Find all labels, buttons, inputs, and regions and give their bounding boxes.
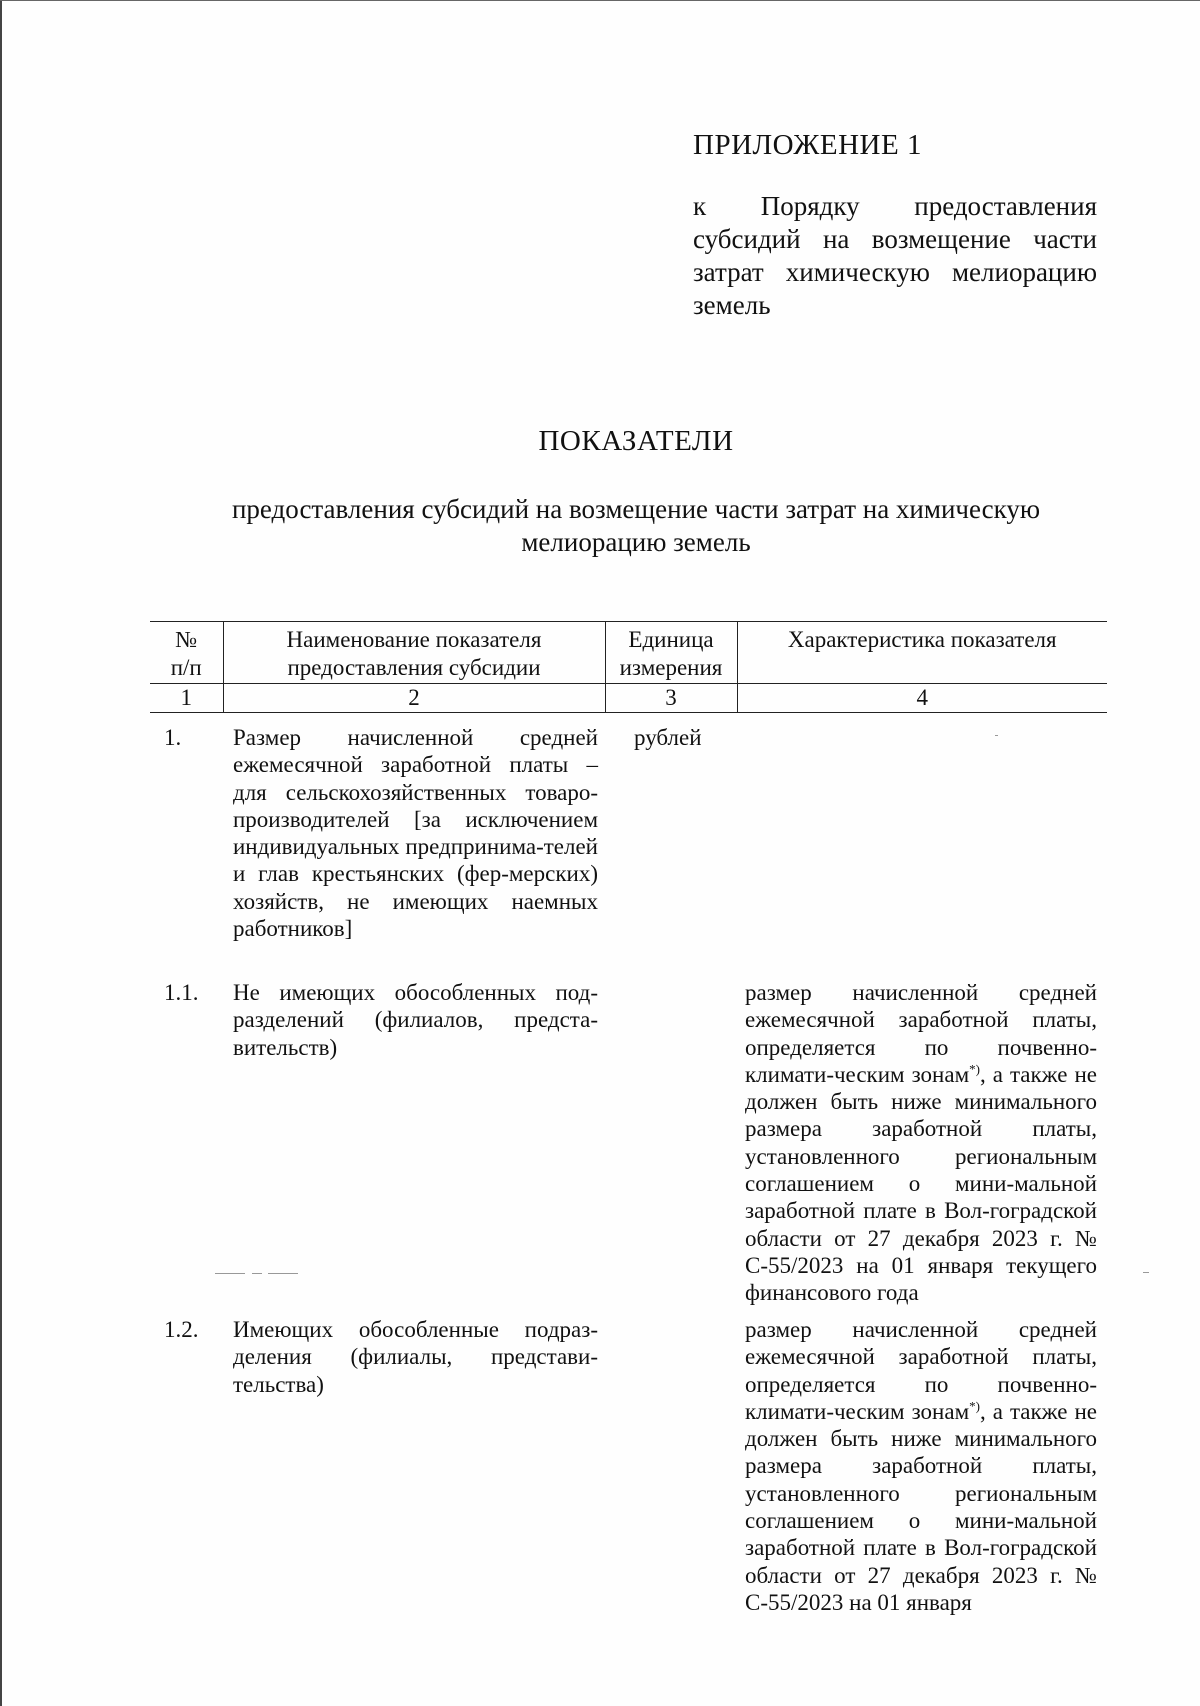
row-indicator-name: Размер начисленной средней ежемесячной заработной платы – для сельскохозяйственных товаро-производителей [за исключением индивидуальных предпринима-телей и глав крестьянских (фер-мерских) хозяйств, не имеющих наемных работников] <box>233 725 598 942</box>
row-indicator-name: Имеющих обособленные подраз-деления (филиалы, представи-тельства) <box>233 1317 598 1397</box>
scan-artifact <box>995 735 998 736</box>
header-num: № п/п <box>170 627 202 680</box>
row-number: 1. <box>164 725 182 750</box>
appendix-block <box>693 128 1097 322</box>
appendix-title: ПРИЛОЖЕНИЕ 1 <box>693 129 922 161</box>
scan-edge <box>0 0 2 1706</box>
row-unit: рублей <box>634 725 702 750</box>
row-number: 1.2. <box>164 1317 199 1342</box>
row-indicator-name: Не имеющих обособленных под-разделений (филиалов, предста-вительств) <box>233 980 598 1060</box>
column-number: 1 <box>150 684 223 713</box>
scan-edge <box>0 0 1200 1</box>
scan-artifact <box>268 1273 298 1274</box>
table-column-numbers-row <box>150 684 1107 713</box>
document-subtitle-line: предоставления субсидий на возмещение части затрат на химическую <box>231 494 1041 524</box>
row-characteristic: размер начисленной средней ежемесячной заработной платы, определяется по почвенно-климати-ческим зонам*), а также не должен быть ниже минимального размера заработной платы, установленного региональным соглашением о мини-мальной заработной плате в Вол-гоградской области от 27 декабря 2023 г. № С-55/2023 на 01 января <box>745 1317 1097 1615</box>
column-number: 2 <box>223 684 605 713</box>
document-subtitle <box>200 493 1072 559</box>
appendix-text: к Порядку предоставления субсидий на возмещение части затрат химическую мелиорацию земель <box>693 191 1097 320</box>
header-characteristic: Характеристика показателя <box>737 622 1107 684</box>
header-name: Наименование показателя предоставления субсидии <box>223 622 605 684</box>
scan-artifact <box>1143 1272 1149 1273</box>
document-title: ПОКАЗАТЕЛИ <box>538 425 734 457</box>
row-number: 1.1. <box>164 980 199 1005</box>
column-number: 3 <box>605 684 737 713</box>
scan-artifact <box>215 1273 245 1274</box>
header-unit: Единица измерения <box>605 622 737 684</box>
scan-artifact <box>252 1273 262 1274</box>
table-header-row <box>150 622 1107 684</box>
indicators-table-header <box>150 621 1107 713</box>
document-subtitle-line: мелиорацию земель <box>521 527 751 557</box>
row-characteristic: размер начисленной средней ежемесячной заработной платы, определяется по почвенно-климати-ческим зонам*), а также не должен быть ниже минимального размера заработной платы, установленного региональным соглашением о мини-мальной заработной плате в Вол-гоградской области от 27 декабря 2023 г. № С-55/2023 на 01 января текущего финансового года <box>745 980 1097 1306</box>
column-number: 4 <box>737 684 1107 713</box>
